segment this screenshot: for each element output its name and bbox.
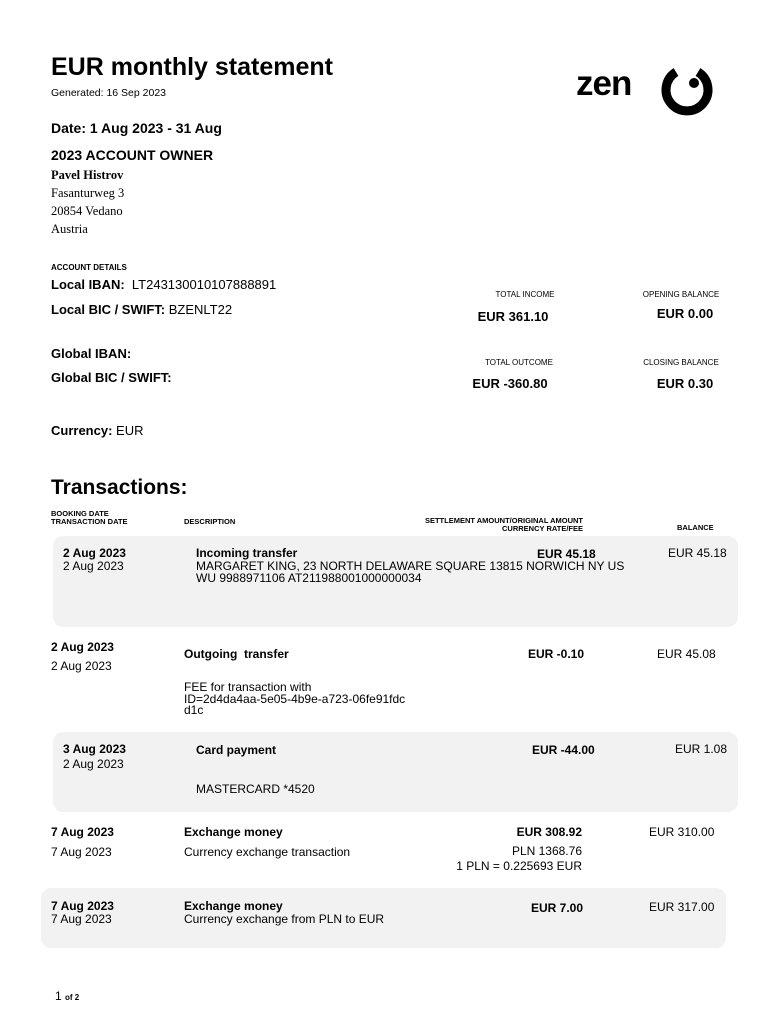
- closing-balance-label: CLOSING BALANCE: [643, 358, 719, 367]
- statement-title: EUR monthly statement: [51, 53, 333, 81]
- transaction-amount: EUR -44.00: [532, 743, 595, 757]
- original-amount: PLN 1368.76: [511, 844, 582, 858]
- transaction-amount: EUR 308.92: [516, 825, 582, 839]
- global-bic-label: Global BIC / SWIFT:: [51, 370, 172, 385]
- transaction-type: Exchange money: [184, 899, 283, 913]
- global-iban-label: Global IBAN:: [51, 346, 132, 361]
- booking-date: 7 Aug 2023: [51, 899, 114, 913]
- opening-balance-value: EUR 0.00: [656, 306, 714, 321]
- transaction-amount: EUR 7.00: [530, 901, 583, 915]
- local-iban-value: LT243130010107888891: [131, 277, 277, 292]
- transaction-amount: EUR -0.10: [528, 647, 585, 661]
- local-bic-row: [51, 302, 232, 317]
- zen-logo: [576, 60, 718, 118]
- transaction-balance: EUR 45.18: [668, 546, 727, 560]
- transaction-balance: EUR 317.00: [649, 900, 715, 914]
- transaction-type: Exchange money: [184, 825, 283, 839]
- transaction-detail: WU 9988971106 AT211988001000000034: [196, 571, 422, 585]
- transaction-type: Incoming transfer: [196, 546, 298, 560]
- local-iban-row: [51, 277, 276, 292]
- transaction-detail: MARGARET KING, 23 NORTH DELAWARE SQUARE 13815 NORWICH NY US: [196, 559, 625, 573]
- currency-row: [51, 423, 144, 438]
- transaction-date: 7 Aug 2023: [51, 845, 112, 859]
- booking-date: 7 Aug 2023: [51, 825, 114, 839]
- currency-rate: 1 PLN = 0.225693 EUR: [456, 859, 582, 873]
- transaction-date: 2 Aug 2023: [63, 757, 124, 771]
- closing-balance-value: EUR 0.30: [656, 376, 714, 391]
- local-bic-label: Local BIC / SWIFT:: [51, 302, 166, 317]
- page-current: 1: [55, 989, 62, 1003]
- total-income-label: TOTAL INCOME: [495, 290, 555, 299]
- currency-value: EUR: [116, 423, 144, 438]
- account-details-heading: ACCOUNT DETAILS: [51, 263, 127, 272]
- transaction-balance: EUR 45.08: [657, 647, 716, 661]
- generated-date: Generated: 16 Sep 2023: [51, 87, 167, 99]
- header-booking-date: BOOKING DATE: [51, 509, 109, 518]
- header-description: DESCRIPTION: [184, 517, 236, 526]
- owner-street: Fasanturweg 3: [51, 186, 125, 200]
- transactions-title: Transactions:: [51, 476, 188, 499]
- transaction-balance: EUR 310.00: [649, 825, 715, 839]
- transaction-detail: d1c: [184, 703, 204, 717]
- total-outcome-label: TOTAL OUTCOME: [485, 358, 553, 367]
- header-currency-rate: CURRENCY RATE/FEE: [502, 524, 583, 533]
- transaction-detail: FEE for transaction with: [184, 680, 312, 694]
- global-iban-row: [51, 346, 131, 361]
- header-transaction-date: TRANSACTION DATE: [51, 517, 128, 526]
- global-bic-row: [51, 370, 172, 385]
- local-iban-label: Local IBAN:: [51, 277, 125, 292]
- booking-date: 2 Aug 2023: [51, 640, 114, 654]
- transaction-detail: MASTERCARD *4520: [196, 782, 315, 796]
- logo-text: zen: [576, 64, 632, 103]
- statement-date-range: Date: 1 Aug 2023 - 31 Aug: [51, 120, 222, 136]
- transaction-detail: ID=2d4da4aa-5e05-4b9e-a723-06fe91fdc: [184, 692, 406, 706]
- header-dates: [51, 510, 128, 526]
- local-bic-value: BZENLT22: [168, 302, 233, 317]
- transaction-type: Card payment: [196, 743, 277, 757]
- transaction-detail: Currency exchange from PLN to EUR: [184, 912, 385, 926]
- header-settlement: [420, 517, 583, 533]
- transaction-type: Outgoing transfer: [184, 647, 289, 661]
- header-settlement-amount: SETTLEMENT AMOUNT/ORIGINAL AMOUNT: [424, 516, 583, 525]
- owner-city: 20854 Vedano: [51, 204, 123, 218]
- logo-ring-icon: [658, 60, 716, 118]
- owner-name: Pavel Histrov: [51, 168, 124, 182]
- booking-date: 2 Aug 2023: [63, 546, 126, 560]
- transaction-date: 2 Aug 2023: [51, 659, 112, 673]
- transaction-amount: EUR 45.18: [537, 547, 596, 561]
- transaction-balance: EUR 1.08: [675, 742, 728, 756]
- total-income-value: EUR 361.10: [477, 309, 549, 324]
- transaction-date: 2 Aug 2023: [63, 559, 124, 573]
- transaction-detail: Currency exchange transaction: [184, 845, 351, 859]
- owner-country: Austria: [51, 222, 88, 236]
- account-owner-heading: 2023 ACCOUNT OWNER: [51, 147, 214, 163]
- opening-balance-label: OPENING BALANCE: [642, 290, 720, 299]
- header-balance: BALANCE: [677, 523, 714, 532]
- booking-date: 3 Aug 2023: [63, 742, 126, 756]
- total-outcome-value: EUR -360.80: [472, 376, 548, 391]
- currency-label: Currency:: [51, 423, 113, 438]
- page-number: [55, 989, 79, 1003]
- table-row: [53, 732, 738, 812]
- transaction-date: 7 Aug 2023: [51, 912, 112, 926]
- page-total: of 2: [65, 993, 80, 1002]
